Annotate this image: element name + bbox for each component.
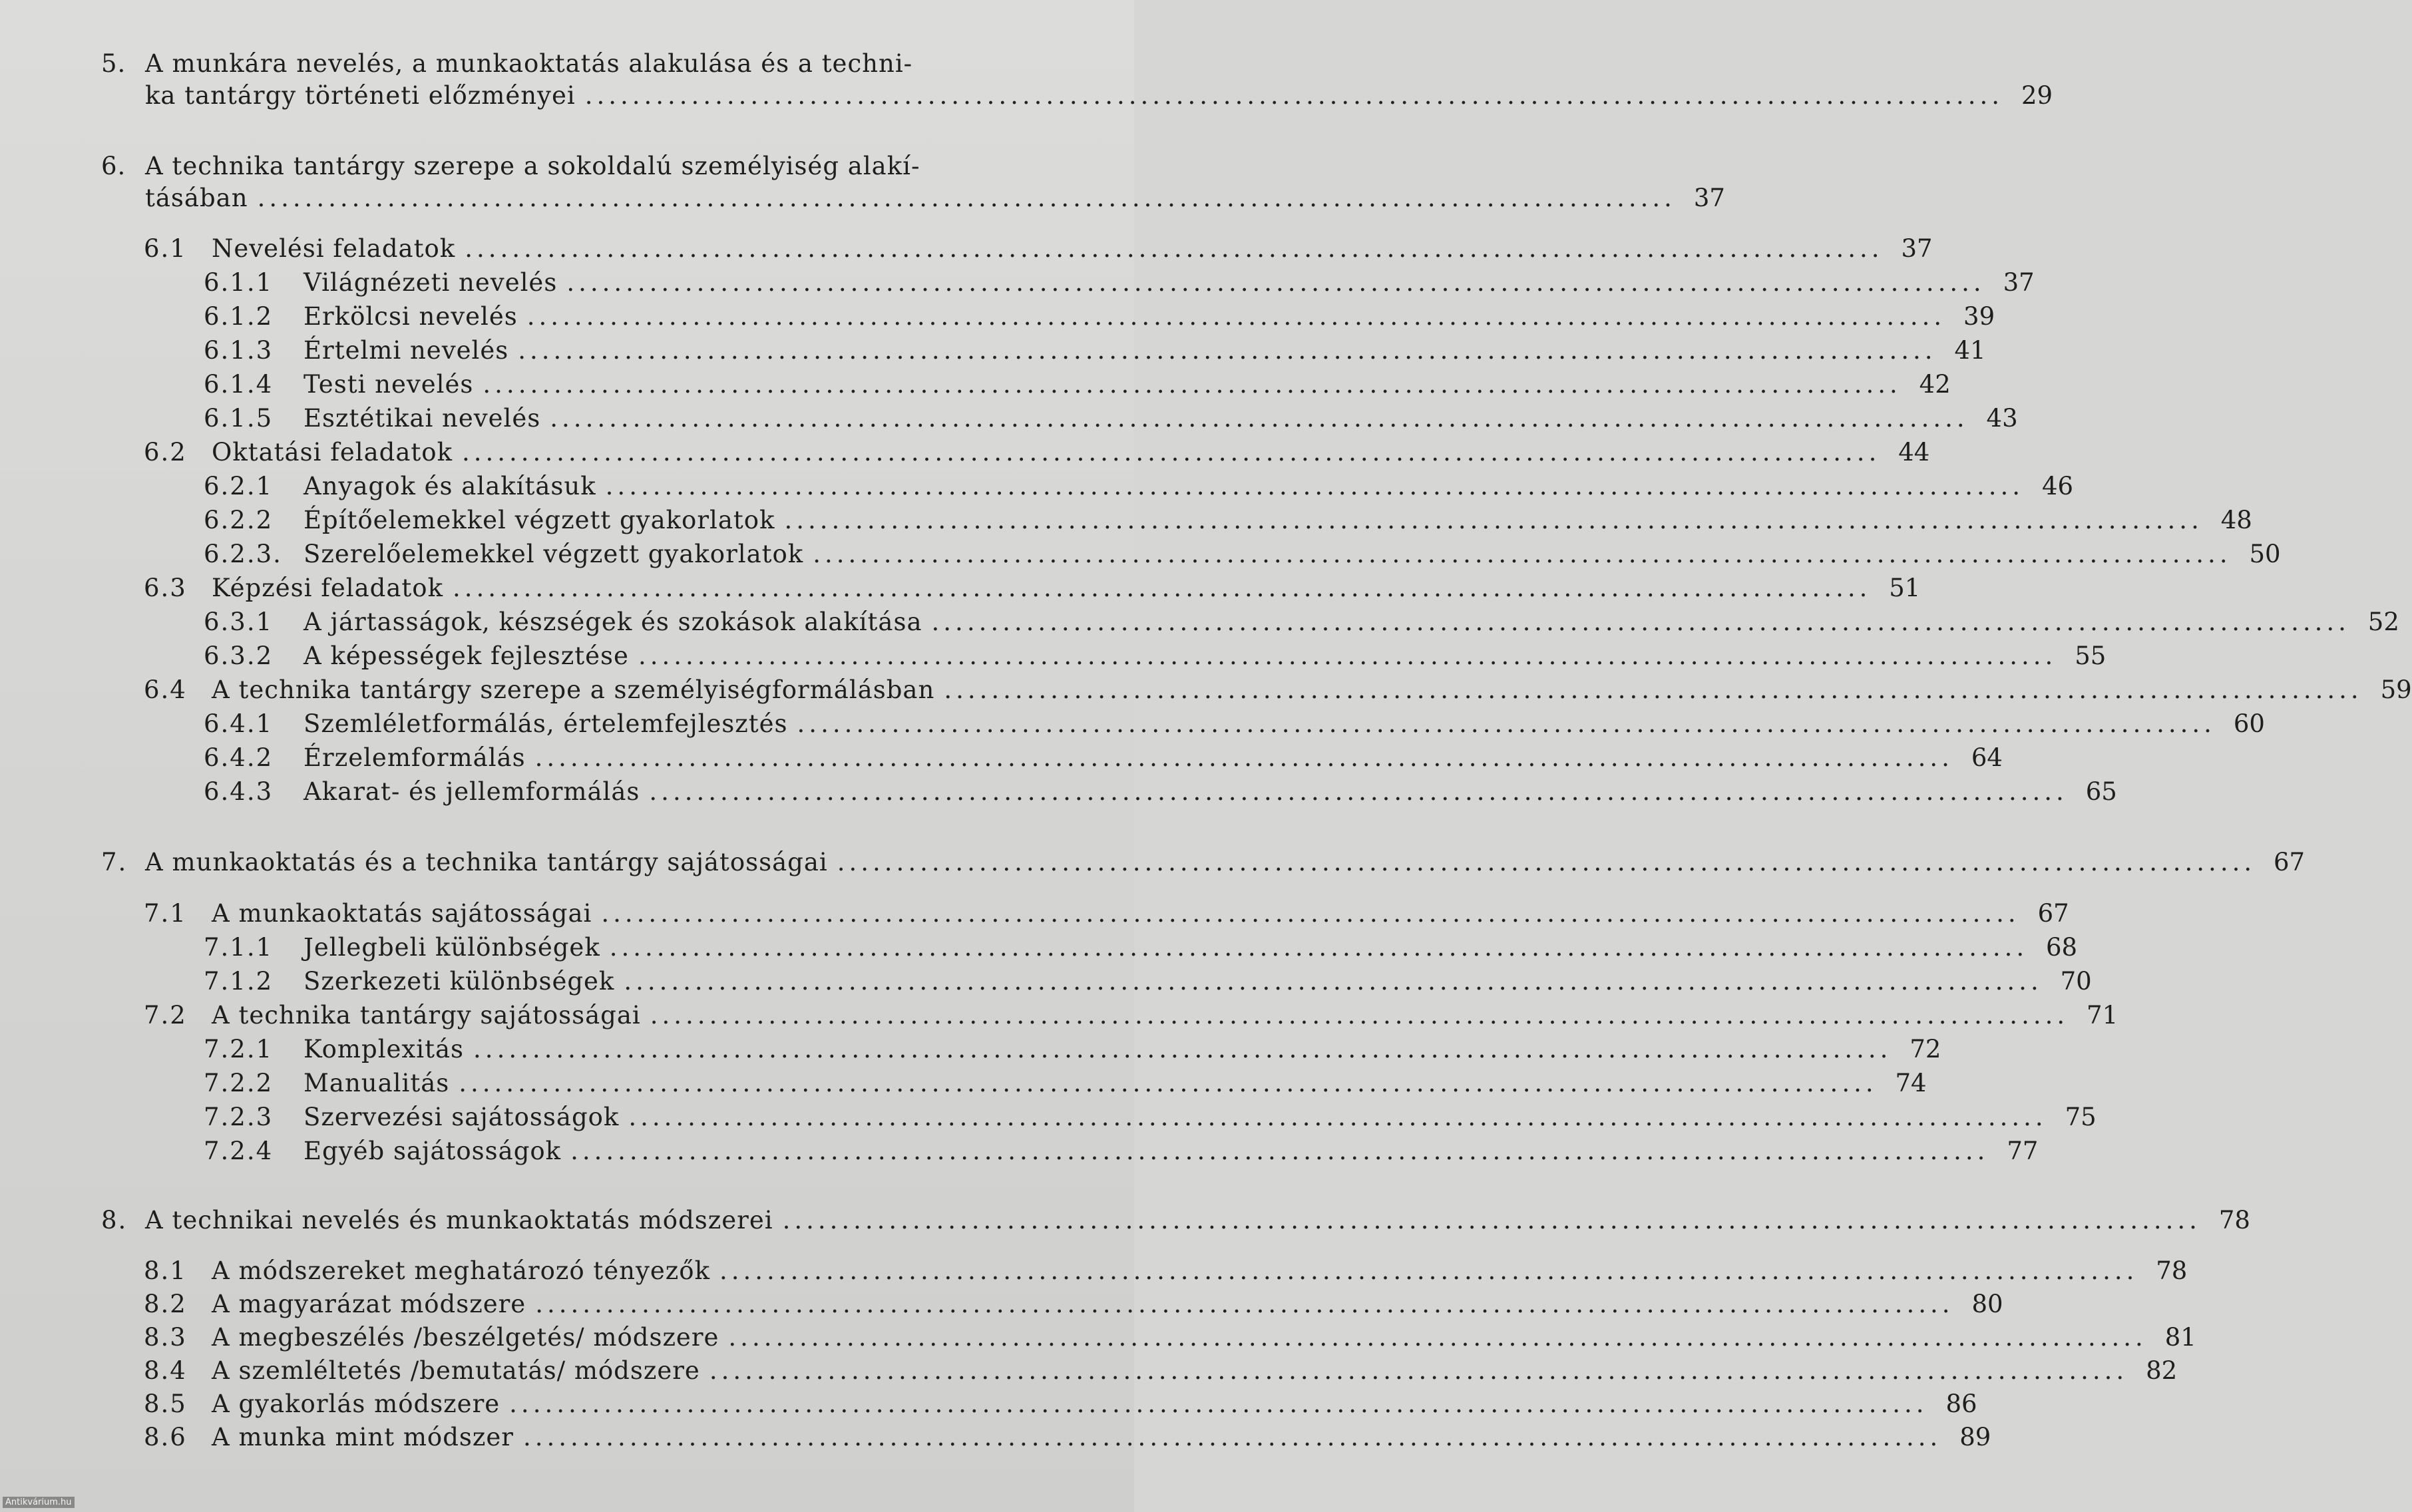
- toc-section-6-1-2: [204, 299, 1995, 334]
- toc-leader: ........................................................................................................................: [638, 642, 2057, 670]
- toc-num: 7.2.2: [204, 1069, 274, 1097]
- toc-leader: ........................................................................................................................: [784, 506, 2203, 534]
- toc-page-number: 67: [2037, 899, 2069, 928]
- toc-page-number: 39: [1963, 302, 1995, 331]
- toc-leader: ........................................................................................................................: [257, 184, 1676, 212]
- toc-num: 6.1.4: [204, 370, 274, 399]
- toc-leader: ........................................................................................................................: [570, 1137, 1989, 1165]
- toc-section-6-3-1: [204, 605, 2399, 640]
- toc-title: Szemléletformálás, értelemfejlesztés: [303, 709, 788, 738]
- toc-section-7-1-1: [204, 930, 2078, 965]
- toc-section-6-2-2: [204, 503, 2252, 538]
- toc-num: 8.5: [144, 1390, 187, 1418]
- toc-section-6-1-3: [204, 333, 1986, 368]
- toc-title: Szervezési sajátosságok: [303, 1103, 620, 1131]
- toc-leader: ........................................................................................................................: [837, 848, 2256, 876]
- toc-page-number: 37: [1901, 234, 1933, 263]
- toc-page-number: 41: [1954, 336, 1986, 365]
- toc-section-7-2-2: [204, 1066, 1927, 1101]
- toc-leader: ........................................................................................................................: [944, 675, 2363, 704]
- toc-leader: ........................................................................................................................: [931, 608, 2350, 636]
- toc-page-number: 52: [2367, 608, 2399, 636]
- toc-leader: ........................................................................................................................: [518, 336, 1937, 365]
- toc-title: A jártasságok, készségek és szokások alakítása: [303, 608, 922, 636]
- toc-page-number: 59: [2380, 675, 2412, 704]
- toc-leader: ........................................................................................................................: [535, 1290, 1954, 1318]
- toc-leader: ........................................................................................................................: [605, 472, 2025, 500]
- toc-page-number: 48: [2220, 506, 2252, 534]
- toc-page-number: 55: [2075, 642, 2107, 670]
- toc-page-number: 81: [2164, 1323, 2196, 1352]
- toc-leader: ........................................................................................................................: [509, 1390, 1928, 1418]
- toc-section-7-2-3: [204, 1100, 2097, 1135]
- toc-num: 6.1.1: [204, 268, 274, 297]
- toc-leader: ........................................................................................................................: [534, 743, 1953, 772]
- watermark-label: Antikvárium.hu: [3, 1497, 75, 1508]
- toc-section-6-1: [144, 232, 1933, 266]
- toc-title: A munkára nevelés, a munkaoktatás alakulása és a techni-: [145, 49, 913, 78]
- toc-section-6-2-1: [204, 469, 2074, 504]
- toc-page-number: 64: [1971, 743, 2003, 772]
- toc-num: 8.6: [144, 1423, 187, 1451]
- toc-section-6-2-3: [204, 537, 2281, 572]
- toc-page-number: 37: [1693, 184, 1725, 212]
- toc-page-number: 44: [1898, 438, 1930, 467]
- toc-page-number: 42: [1919, 370, 1951, 399]
- toc-page-number: 43: [1986, 404, 2018, 433]
- toc-page-number: 68: [2046, 933, 2078, 962]
- toc-num: 7.2.4: [204, 1137, 274, 1165]
- toc-section-6-4-1: [204, 707, 2265, 741]
- toc-num: 6.1: [144, 234, 187, 263]
- toc-title: Anyagok és alakításuk: [303, 472, 596, 500]
- toc-section-6-2: [144, 435, 1930, 470]
- toc-page-number: 60: [2233, 709, 2265, 738]
- toc-chapter-8: [101, 1203, 2250, 1238]
- toc-leader: ........................................................................................................................: [797, 709, 2216, 738]
- toc-title: Manualitás: [303, 1069, 450, 1097]
- toc-num: 8.: [101, 1206, 128, 1234]
- toc-title: Jellegbeli különbségek: [303, 933, 600, 962]
- toc-num: 6.4.3: [204, 777, 274, 806]
- toc-section-7-2-4: [204, 1134, 2039, 1169]
- toc-num: 7.: [101, 848, 128, 876]
- toc-section-7-2-1: [204, 1032, 1941, 1067]
- toc-title: A megbeszélés /beszélgetés/ módszere: [212, 1323, 719, 1352]
- toc-section-8-1: [144, 1254, 2188, 1288]
- toc-title: Oktatási feladatok: [212, 438, 453, 467]
- toc-title: A módszereket meghatározó tényezők: [212, 1256, 710, 1285]
- toc-page-number: 89: [1959, 1423, 1991, 1451]
- toc-num: 5.: [101, 49, 126, 78]
- toc-section-6-1-4: [204, 367, 1951, 402]
- toc-leader: ........................................................................................................................: [628, 1103, 2047, 1131]
- toc-title: Értelmi nevelés: [303, 336, 509, 365]
- toc-title: A technika tantárgy szerepe a személyiségformálásban: [212, 675, 935, 704]
- toc-title: Világnézeti nevelés: [303, 268, 558, 297]
- toc-leader: ........................................................................................................................: [550, 404, 1969, 433]
- toc-leader: ........................................................................................................................: [782, 1206, 2201, 1234]
- toc-title: Komplexitás: [303, 1035, 465, 1063]
- toc-title: Esztétikai nevelés: [303, 404, 541, 433]
- toc-section-7-1: [144, 896, 2069, 931]
- toc-leader: ........................................................................................................................: [459, 1069, 1878, 1097]
- toc-page-number: 71: [2087, 1001, 2118, 1030]
- toc-leader: ........................................................................................................................: [584, 81, 2004, 110]
- toc-page-number: 86: [1945, 1390, 1977, 1418]
- toc-leader: ........................................................................................................................: [719, 1256, 2138, 1285]
- toc-leader: ........................................................................................................................: [566, 268, 1985, 297]
- toc-section-6-3: [144, 571, 1921, 606]
- toc-section-6-4-2: [204, 741, 2003, 775]
- toc-title: Egyéb sajátosságok: [303, 1137, 562, 1165]
- toc-title: Építőelemekkel végzett gyakorlatok: [303, 506, 775, 534]
- toc-section-8-5: [144, 1387, 1977, 1421]
- toc-num: 6.2: [144, 438, 187, 467]
- toc-title: Akarat- és jellemformálás: [303, 777, 640, 806]
- toc-leader: ........................................................................................................................: [624, 967, 2043, 996]
- toc-num: 6.1.3: [204, 336, 274, 365]
- toc-title: tásában: [145, 184, 248, 212]
- toc-title: Testi nevelés: [303, 370, 474, 399]
- toc-leader: ........................................................................................................................: [461, 438, 1881, 467]
- toc-num: 6.4: [144, 675, 187, 704]
- toc-leader: ........................................................................................................................: [649, 777, 2068, 806]
- toc-num: 6.1.2: [204, 302, 274, 331]
- toc-leader: ........................................................................................................................: [483, 370, 1902, 399]
- toc-title: Szerkezeti különbségek: [303, 967, 615, 996]
- toc-num: 7.2.3: [204, 1103, 274, 1131]
- toc-page-number: 72: [1909, 1035, 1941, 1063]
- toc-num: 6.3.2: [204, 642, 274, 670]
- toc-title: A munkaoktatás és a technika tantárgy sajátosságai: [145, 848, 828, 876]
- toc-title: Szerelőelemekkel végzett gyakorlatok: [303, 540, 804, 568]
- toc-title: A magyarázat módszere: [212, 1290, 526, 1318]
- toc-num: 8.1: [144, 1256, 187, 1285]
- toc-section-7-1-2: [204, 964, 2092, 999]
- toc-section-6-1-5: [204, 401, 2018, 436]
- toc-chapter-6: [145, 181, 1725, 216]
- toc-page-number: 46: [2041, 472, 2074, 500]
- toc-chapter-5-line1: [101, 47, 912, 81]
- toc-section-8-3: [144, 1320, 2196, 1355]
- toc-num: 6.3.1: [204, 608, 274, 636]
- toc-chapter-7: [101, 845, 2306, 880]
- toc-page-number: 37: [2003, 268, 2035, 297]
- toc-num: 7.1.1: [204, 933, 274, 962]
- toc-num: 7.2.1: [204, 1035, 274, 1063]
- toc-leader: ........................................................................................................................: [465, 234, 1884, 263]
- toc-num: 7.1: [144, 899, 187, 928]
- toc-section-8-6: [144, 1420, 1991, 1455]
- toc-leader: ........................................................................................................................: [526, 302, 1946, 331]
- toc-num: 6.4.1: [204, 709, 274, 738]
- toc-page-number: 29: [2021, 81, 2053, 110]
- toc-page-number: 78: [2156, 1256, 2188, 1285]
- toc-leader: ........................................................................................................................: [813, 540, 2232, 568]
- toc-section-6-3-2: [204, 639, 2107, 673]
- toc-leader: ........................................................................................................................: [709, 1356, 2128, 1385]
- toc-num: 8.2: [144, 1290, 187, 1318]
- toc-num: 6.: [101, 152, 126, 180]
- toc-page-number: 65: [2085, 777, 2117, 806]
- toc-page-number: 75: [2065, 1103, 2097, 1131]
- toc-title: A technika tantárgy sajátosságai: [212, 1001, 641, 1030]
- toc-title: ka tantárgy történeti előzményei: [145, 81, 576, 110]
- toc-leader: ........................................................................................................................: [601, 899, 2020, 928]
- toc-page-number: 80: [1971, 1290, 2003, 1318]
- toc-section-8-4: [144, 1354, 2178, 1388]
- toc-title: A munka mint módszer: [212, 1423, 514, 1451]
- toc-page-number: 50: [2249, 540, 2281, 568]
- toc-page-number: 67: [2274, 848, 2306, 876]
- toc-num: 6.1.5: [204, 404, 274, 433]
- toc-title: A technikai nevelés és munkaoktatás módszerei: [145, 1206, 773, 1234]
- toc-title: A technika tantárgy szerepe a sokoldalú személyiség alakí-: [145, 152, 920, 180]
- toc-section-8-2: [144, 1287, 2003, 1322]
- toc-page-number: 51: [1889, 574, 1921, 602]
- toc-num: 6.2.3.: [204, 540, 282, 568]
- toc-leader: ........................................................................................................................: [453, 574, 1872, 602]
- toc-title: Érzelemformálás: [303, 743, 526, 772]
- toc-num: 8.4: [144, 1356, 187, 1385]
- toc-leader: ........................................................................................................................: [728, 1323, 2147, 1352]
- toc-chapter-6-line1: [101, 149, 920, 184]
- toc-leader: ........................................................................................................................: [650, 1001, 2069, 1030]
- toc-num: 8.3: [144, 1323, 187, 1352]
- toc-section-7-2: [144, 998, 2118, 1033]
- toc-title: Nevelési feladatok: [212, 234, 456, 263]
- toc-leader: ........................................................................................................................: [609, 933, 2029, 962]
- toc-num: 6.3: [144, 574, 187, 602]
- toc-section-6-1-1: [204, 266, 2035, 300]
- toc-num: 7.2: [144, 1001, 187, 1030]
- toc-title: Képzési feladatok: [212, 574, 443, 602]
- toc-title: A szemléltetés /bemutatás/ módszere: [212, 1356, 700, 1385]
- toc-section-6-4: [144, 673, 2412, 707]
- toc-page-number: 82: [2146, 1356, 2178, 1385]
- toc-page-number: 74: [1895, 1069, 1927, 1097]
- toc-page-number: 77: [2007, 1137, 2039, 1165]
- toc-leader: ........................................................................................................................: [522, 1423, 1942, 1451]
- toc-page-number: 70: [2060, 967, 2092, 996]
- toc-num: 6.2.2: [204, 506, 274, 534]
- toc-title: A gyakorlás módszere: [212, 1390, 501, 1418]
- toc-title: A munkaoktatás sajátosságai: [212, 899, 592, 928]
- toc-num: 7.1.2: [204, 967, 274, 996]
- toc-leader: ........................................................................................................................: [473, 1035, 1892, 1063]
- toc-num: 6.4.2: [204, 743, 274, 772]
- toc-num: 6.2.1: [204, 472, 274, 500]
- toc-title: A képességek fejlesztése: [303, 642, 629, 670]
- toc-title: Erkölcsi nevelés: [303, 302, 518, 331]
- toc-section-6-4-3: [204, 775, 2117, 809]
- toc-chapter-5: [145, 79, 2053, 113]
- toc-page-number: 78: [2218, 1206, 2250, 1234]
